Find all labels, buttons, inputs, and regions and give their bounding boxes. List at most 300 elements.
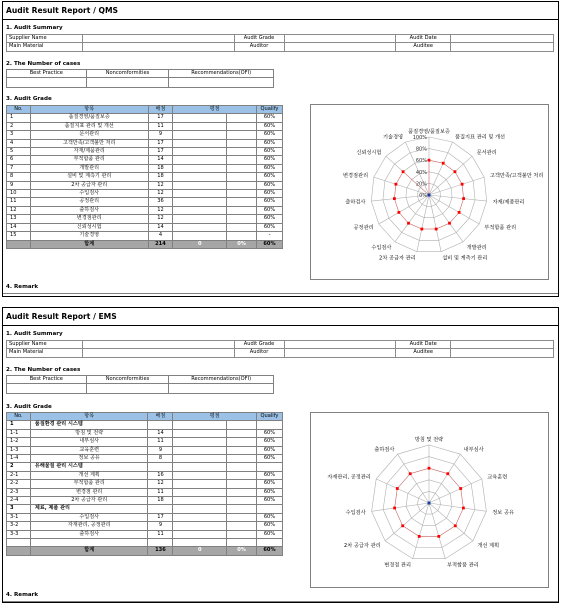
radar-spoke [372,503,429,511]
row-pct[interactable] [227,114,257,122]
row-pct[interactable] [227,215,257,223]
row-item: 기술경영 [30,232,148,240]
radar-category-label: 내부심사 [463,447,484,454]
total-rating: 0 [173,547,227,555]
radar-point [428,502,431,505]
row-rating[interactable] [173,232,227,240]
row-rating[interactable] [173,173,227,181]
row-rating[interactable] [173,471,227,479]
table-row [7,513,283,521]
table-row [7,522,283,530]
ems-grade-heading: 3. Audit Grade [6,404,52,410]
qms-grade-table [6,105,283,249]
row-no: 11 [7,198,31,206]
table-row [7,232,283,240]
col-score: 배점 [148,413,173,421]
main-material-value[interactable] [82,349,234,357]
supplier-name-label: Supplier Name [7,341,83,349]
radar-spoke [429,177,484,195]
radar-point [446,472,449,475]
row-rating[interactable] [173,480,227,488]
row-item: 출하검사 [30,206,148,214]
row-no: 15 [7,232,31,240]
row-pct[interactable] [227,429,257,437]
row-qualify: 60% [256,446,282,454]
group-row [7,505,283,513]
row-pct[interactable] [227,139,257,147]
auditee-value[interactable] [451,43,554,51]
row-item: 방침 및 전략 [30,429,148,437]
radar-category-label: 변경점관리 [343,173,369,180]
qms-remark-heading: 4. Remark [6,284,39,290]
col-qualify: Qualify [256,106,282,114]
main-material-value[interactable] [82,43,234,51]
col-qualify: Qualify [256,413,282,421]
row-pct[interactable] [227,223,257,231]
col-no: No. [7,413,31,421]
radar-category-label: 자재관리, 공정관리 [327,474,371,481]
row-no: 3-1 [7,513,31,521]
radar-point [395,183,398,186]
row-pct[interactable] [227,539,257,547]
total-row [7,547,283,555]
row-qualify: 60% [256,156,282,164]
radar-tick-label: 100% [412,135,427,141]
radar-category-label: 품질경영/품질보증 [408,129,450,135]
row-rating[interactable] [173,463,227,471]
row-item: 자재관리, 공정관리 [30,522,148,530]
row-qualify: 60% [256,114,282,122]
row-pct[interactable] [227,421,257,429]
radar-category-label: 수입검사 [371,244,392,251]
row-pct[interactable] [227,463,257,471]
qms-report [2,1,559,297]
radar-category-label: 수입검사 [345,510,366,517]
row-item: 2차 공급자 관리 [30,497,148,505]
main-material-label: Main Material [7,43,83,51]
supplier-name-value[interactable] [82,35,234,43]
total-label: 합계 [30,547,148,555]
best-practice-header: Best Practice [7,70,87,78]
supplier-name-label: Supplier Name [7,35,83,43]
row-rating[interactable] [173,522,227,530]
row-no: 3 [7,131,31,139]
radar-point [435,228,438,231]
radar-category-label: 교육훈련 [487,474,508,481]
row-item: 교육훈련 [30,446,148,454]
row-item: 신뢰성시험 [30,223,148,231]
row-no: 9 [7,181,31,189]
radar-point [418,535,421,538]
noncomformities-value[interactable] [86,384,169,394]
row-score: 9 [148,131,173,139]
radar-point [458,211,461,214]
row-no: 2 [7,463,31,471]
radar-point [448,222,451,225]
row-qualify: 60% [256,480,282,488]
row-score: 14 [148,429,173,437]
row-score: 11 [148,122,173,130]
radar-category-label: 고객만족/고객불만 처리 [489,173,544,180]
radar-category-label: 출하검사 [345,199,366,206]
row-no: 2-4 [7,497,31,505]
audit-date-value[interactable] [451,35,554,43]
row-score: 11 [148,530,173,538]
row-qualify [256,539,282,547]
row-no: 12 [7,206,31,214]
table-row [7,156,283,164]
row-no: 1-4 [7,455,31,463]
recommendations-value[interactable] [169,78,274,88]
row-score: 11 [148,488,173,496]
radar-category-label: 신뢰성시험 [356,150,382,157]
qms-grade-heading: 3. Audit Grade [6,96,52,102]
radar-point [428,194,431,197]
row-qualify: - [256,232,282,240]
ems-radar-svg [311,413,548,587]
auditor-label: Auditor [234,43,284,51]
row-no: 1 [7,421,31,429]
row-pct[interactable] [227,206,257,214]
row-no: 1-3 [7,446,31,454]
row-pct[interactable] [227,148,257,156]
row-item: 제료, 제품 관리 [30,505,148,513]
radar-spoke [429,503,486,511]
table-row [7,438,283,446]
table-row [7,164,283,172]
row-pct[interactable] [227,190,257,198]
radar-point [461,183,464,186]
group-row [7,463,283,471]
row-score: 11 [148,438,173,446]
row-rating[interactable] [173,206,227,214]
table-row [7,198,283,206]
row-qualify: 60% [256,190,282,198]
row-item: 부적합품 관리 [30,156,148,164]
radar-category-label: 품질지표 관리 및 개선 [455,134,506,141]
row-pct[interactable] [227,530,257,538]
row-pct[interactable] [227,198,257,206]
noncomformities-value[interactable] [86,78,169,88]
row-score: 36 [148,198,173,206]
row-score [148,539,173,547]
qms-summary-table [6,34,554,52]
row-rating[interactable] [173,505,227,513]
row-qualify: 60% [256,215,282,223]
radar-tick-label: 0% [419,193,427,199]
row-rating[interactable] [173,215,227,223]
row-score: 8 [148,455,173,463]
best-practice-value[interactable] [7,78,87,88]
ems-summary-heading: 1. Audit Summary [6,331,63,337]
row-rating[interactable] [173,438,227,446]
ems-summary-table [6,340,554,358]
row-pct[interactable] [227,513,257,521]
row-no: 14 [7,223,31,231]
col-item: 항목 [30,413,148,421]
table-row [7,471,283,479]
auditor-value[interactable] [284,43,396,51]
recommendations-value[interactable] [169,384,274,394]
row-no: 13 [7,215,31,223]
audit-date-label: Audit Date [396,341,451,349]
row-no: 2-3 [7,488,31,496]
row-pct[interactable] [227,173,257,181]
ems-cases-table [6,375,274,394]
radar-category-label: 부적합품 관리 [447,562,479,569]
ems-report-title: Audit Result Report / EMS [3,308,558,326]
row-item: 고객만족/고객불만 처리 [30,139,148,147]
radar-category-label: 기술경영 [382,134,403,141]
radar-tick-label: 80% [415,146,427,153]
row-qualify: 60% [256,181,282,189]
row-pct[interactable] [227,156,257,164]
row-rating[interactable] [173,530,227,538]
row-pct[interactable] [227,438,257,446]
row-qualify: 60% [256,488,282,496]
row-rating[interactable] [173,131,227,139]
row-rating[interactable] [173,446,227,454]
row-rating[interactable] [173,181,227,189]
radar-category-label: 부적합품 관리 [484,225,517,231]
row-qualify: 60% [256,471,282,479]
row-qualify: 60% [256,455,282,463]
radar-point [459,487,462,490]
noncomformities-header: Noncomformities [86,70,169,78]
row-no: 5 [7,148,31,156]
radar-point [428,467,431,470]
total-qualify: 60% [256,240,282,248]
table-row [7,446,283,454]
row-rating[interactable] [173,156,227,164]
table-row [7,429,283,437]
row-score [148,421,173,429]
row-score: 16 [148,471,173,479]
row-qualify: 60% [256,497,282,505]
row-score: 17 [148,114,173,122]
row-pct[interactable] [227,488,257,496]
row-score: 12 [148,480,173,488]
row-score: 18 [148,497,173,505]
table-row [7,480,283,488]
row-pct[interactable] [227,522,257,530]
auditee-label: Auditee [396,349,451,357]
table-row [7,530,283,538]
row-rating[interactable] [173,148,227,156]
total-row [7,240,283,248]
row-score: 9 [148,522,173,530]
qms-radar-svg [311,105,548,279]
total-pct: 0% [227,547,257,555]
row-item: 수입검사 [30,513,148,521]
row-qualify: 60% [256,173,282,181]
group-row [7,421,283,429]
row-pct[interactable] [227,232,257,240]
row-no: 1-2 [7,438,31,446]
row-qualify [256,505,282,513]
auditor-label: Auditor [234,349,284,357]
radar-category-label: 출하검사 [374,447,395,454]
row-score: 17 [148,148,173,156]
row-pct[interactable] [227,505,257,513]
row-score: 14 [148,156,173,164]
row-rating[interactable] [173,114,227,122]
total-score: 136 [148,547,173,555]
table-row [7,215,283,223]
row-pct[interactable] [227,446,257,454]
row-no: 4 [7,139,31,147]
row-qualify: 60% [256,206,282,214]
row-pct[interactable] [227,497,257,505]
best-practice-value[interactable] [7,384,87,394]
row-no: 7 [7,164,31,172]
qms-report-title: Audit Result Report / QMS [3,2,558,20]
col-rating: 평점 [173,413,257,421]
row-no: 3-3 [7,530,31,538]
main-material-label: Main Material [7,349,83,357]
col-no: No. [7,106,31,114]
row-item: 내부심사 [30,438,148,446]
audit-grade-label: Audit Grade [234,35,284,43]
row-pct[interactable] [227,122,257,130]
row-item: 유해물질 관리 시스템 [30,463,148,471]
row-item: 변경점관리 [30,215,148,223]
row-rating[interactable] [173,190,227,198]
row-rating[interactable] [173,164,227,172]
row-score: 17 [148,139,173,147]
qms-cases-table [6,69,274,88]
audit-grade-value[interactable] [284,341,396,349]
row-no: 3-2 [7,522,31,530]
row-no [7,539,31,547]
row-qualify: 60% [256,522,282,530]
ems-cases-heading: 2. The Number of cases [6,367,81,373]
ems-radar-chart [310,412,549,588]
row-qualify: 60% [256,530,282,538]
supplier-name-value[interactable] [82,341,234,349]
ems-report [2,307,559,603]
row-rating[interactable] [173,429,227,437]
row-rating[interactable] [173,455,227,463]
row-item: 개선 계획 [30,471,148,479]
row-no: 2 [7,122,31,130]
radar-category-label: 자재/제품관리 [492,199,525,206]
audit-date-value[interactable] [451,341,554,349]
row-rating[interactable] [173,513,227,521]
row-no: 6 [7,156,31,164]
row-pct[interactable] [227,164,257,172]
table-row [7,539,283,547]
radar-category-label: 개선 계획 [477,542,500,549]
row-score: 12 [148,190,173,198]
row-score: 12 [148,215,173,223]
row-item: 개발관리 [30,164,148,172]
radar-point [396,487,399,490]
auditee-value[interactable] [451,349,554,357]
row-score: 4 [148,232,173,240]
row-rating[interactable] [173,497,227,505]
row-rating[interactable] [173,122,227,130]
recommendations-header: Recommendations(OFI) [169,376,274,384]
row-qualify: 60% [256,139,282,147]
radar-point [393,197,396,200]
row-no: 3 [7,505,31,513]
radar-tick-label: 20% [415,181,427,188]
row-no: 1-1 [7,429,31,437]
row-no: 8 [7,173,31,181]
table-row [7,455,283,463]
row-score [148,505,173,513]
qms-radar-chart [310,104,549,280]
radar-category-label: 2차 공급자 관리 [343,542,381,549]
table-row [7,173,283,181]
table-row [7,497,283,505]
row-pct[interactable] [227,131,257,139]
row-pct[interactable] [227,480,257,488]
table-row [7,190,283,198]
radar-category-label: 정보 공유 [492,510,515,517]
ems-grade-table [6,412,283,556]
table-row [7,206,283,214]
row-rating[interactable] [173,488,227,496]
row-qualify: 60% [256,438,282,446]
radar-point [462,507,465,510]
row-item: 정보 공유 [30,455,148,463]
row-rating[interactable] [173,223,227,231]
row-item: 문서관리 [30,131,148,139]
audit-grade-label: Audit Grade [234,341,284,349]
row-qualify: 60% [256,164,282,172]
row-item: 변경점 관리 [30,488,148,496]
auditor-value[interactable] [284,349,396,357]
radar-spoke [429,142,453,195]
col-item: 항목 [30,106,148,114]
row-item: 수입검사 [30,190,148,198]
row-rating[interactable] [173,539,227,547]
radar-category-label: 개발관리 [466,244,487,251]
row-rating[interactable] [173,139,227,147]
table-row [7,131,283,139]
row-item: 부적합품 관리 [30,480,148,488]
radar-category-label: 변경점 관리 [384,562,411,569]
row-no: 2-2 [7,480,31,488]
auditee-label: Auditee [396,43,451,51]
radar-point [462,197,465,200]
row-score: 18 [148,164,173,172]
audit-date-label: Audit Date [396,35,451,43]
radar-spoke [429,156,472,195]
ems-remark-heading: 4. Remark [6,592,39,598]
row-pct[interactable] [227,471,257,479]
total-score: 214 [148,240,173,248]
radar-point [393,507,396,510]
audit-grade-value[interactable] [284,35,396,43]
row-score: 18 [148,173,173,181]
row-rating[interactable] [173,421,227,429]
radar-point [398,211,401,214]
qms-cases-heading: 2. The Number of cases [6,61,81,67]
radar-tick-label: 40% [415,169,427,176]
radar-point [454,170,457,173]
row-qualify: 60% [256,148,282,156]
row-score: 12 [148,181,173,189]
row-rating[interactable] [173,198,227,206]
row-pct[interactable] [227,455,257,463]
total-label: 합계 [30,240,148,248]
row-score [148,463,173,471]
row-pct[interactable] [227,181,257,189]
row-qualify: 60% [256,429,282,437]
